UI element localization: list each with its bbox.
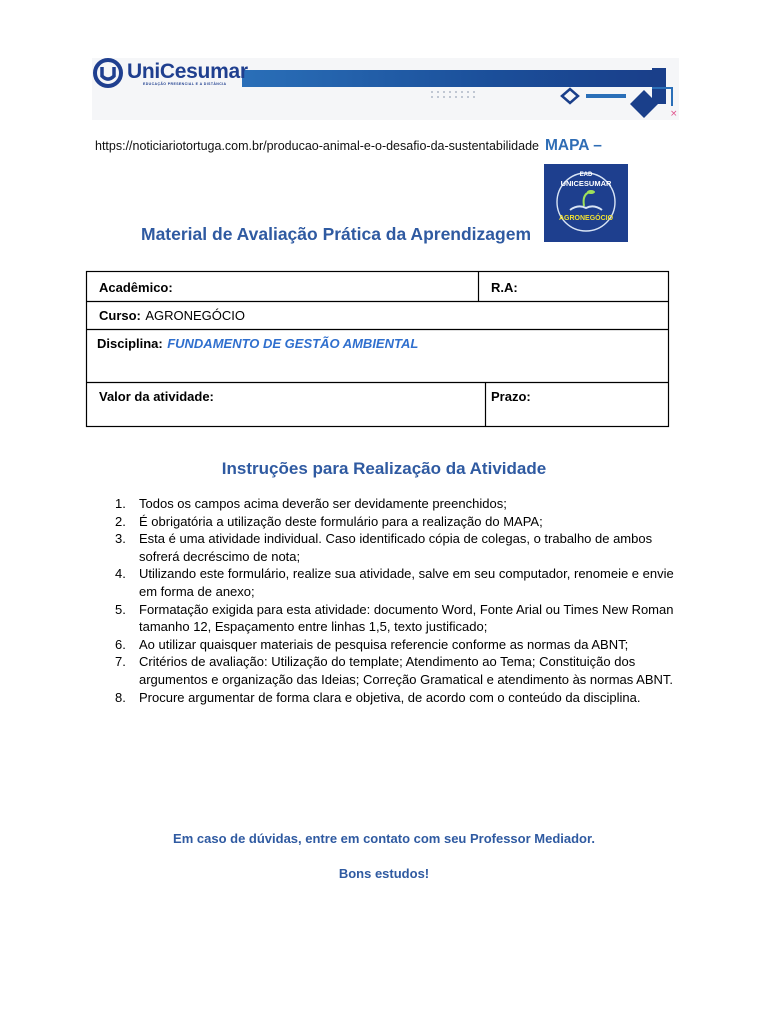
valor-cell[interactable] <box>99 388 214 406</box>
item-text: Procure argumentar de forma clara e objetiva, de acordo com o conteúdo da disciplina. <box>139 689 641 705</box>
item-text: Todos os campos acima deverão ser devidamente preenchidos; <box>139 496 507 511</box>
item-number: 7. <box>115 654 126 670</box>
contact-note: Em caso de dúvidas, entre em contato com seu Professor Mediador. <box>173 831 595 846</box>
item-number: 2. <box>115 513 126 529</box>
closing-note: Bons estudos! <box>338 866 430 881</box>
item-text: Esta é uma atividade individual. Caso identificado cópia de colegas, o trabalho de ambos sofrerá decréscimo de nota; <box>139 531 653 564</box>
item-text: Utilizando este formulário, realize sua atividade, salve em seu computador, renomeie e envie em forma de anexo; <box>139 566 674 599</box>
logo-tagline: EDUCAÇÃO PRESENCIAL E A DISTÂNCIA <box>143 82 227 86</box>
item-text: Ao utilizar quaisquer materiais de pesquisa referencie conforme as normas da ABNT; <box>139 636 629 652</box>
list-item <box>112 636 680 654</box>
source-url[interactable]: https://noticiariotortuga.com.br/producao-animal-e-o-desafio-da-sustentabilidade <box>95 139 539 153</box>
svg-text:×: × <box>670 109 678 119</box>
item-text: É obrigatória a utilização deste formulário para a realização do MAPA; <box>139 513 543 529</box>
instructions-title: Instruções para Realização da Atividade <box>221 459 547 478</box>
curso-label: Curso: <box>99 308 141 323</box>
page-subtitle: Material de Avaliação Prática da Aprendizagem <box>141 224 532 244</box>
disciplina-cell <box>97 335 418 353</box>
ra-cell[interactable] <box>491 279 518 297</box>
list-item <box>112 601 680 636</box>
item-text: Formatação exigida para esta atividade: documento Word, Fonte Arial ou Times New Roman tamanho 12, Espaçamento entre linhas 1,5, texto justificado; <box>139 601 674 635</box>
curso-value: AGRONEGÓCIO <box>145 308 246 323</box>
item-number: 5. <box>115 601 126 617</box>
disciplina-label: Disciplina: <box>97 336 163 351</box>
curso-cell <box>99 307 245 325</box>
badge-line-3: AGRONEGÓCIO <box>558 215 614 222</box>
badge-line-2: UNICESUMAR <box>560 179 612 188</box>
list-item <box>112 530 680 565</box>
list-item <box>112 689 680 707</box>
list-item <box>112 495 680 513</box>
academico-label: Acadêmico: <box>99 280 173 295</box>
instructions-list <box>112 495 680 706</box>
mapa-label: MAPA – <box>545 137 602 154</box>
valor-label: Valor da atividade: <box>99 389 214 404</box>
ra-label: R.A: <box>491 280 518 295</box>
item-number: 3. <box>115 531 126 547</box>
logo-name: UniCesumar <box>127 60 248 83</box>
item-number: 4. <box>115 566 126 582</box>
prazo-cell[interactable] <box>491 388 531 406</box>
disciplina-value: FUNDAMENTO DE GESTÃO AMBIENTAL <box>167 336 419 351</box>
academico-cell[interactable] <box>99 279 173 297</box>
item-number: 1. <box>115 496 126 511</box>
list-item <box>112 565 680 600</box>
list-item <box>112 653 680 688</box>
item-number: 6. <box>115 636 126 652</box>
list-item <box>112 513 680 531</box>
item-text: Critérios de avaliação: Utilização do template; Atendimento ao Tema; Constituição dos argumentos e organização das Ideias; Correção Gramatical e atendimento às normas ABNT. <box>139 654 673 687</box>
badge-line-1: EAD <box>579 172 593 178</box>
prazo-label: Prazo: <box>491 389 531 404</box>
item-number: 8. <box>115 689 126 705</box>
